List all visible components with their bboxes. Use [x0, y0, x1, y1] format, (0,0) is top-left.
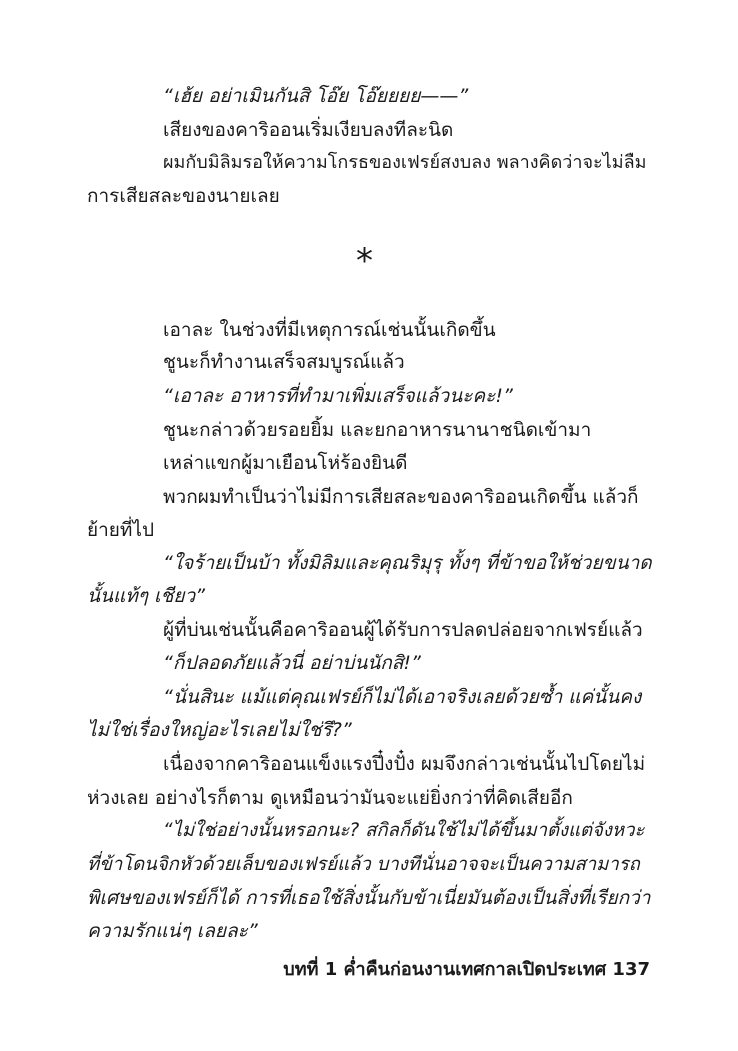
narration-line: พวกผมทำเป็นว่าไม่มีการเสียสละของคาริออนเกิดขึ้น แล้วก็: [163, 486, 639, 508]
narration-line: ชูนะกล่าวด้วยรอยยิ้ม และยกอาหารนานาชนิดเข้ามา: [163, 419, 592, 441]
narration-line: การเสียสละของนายเลย: [87, 185, 280, 207]
narration-line: ชูนะก็ทำงานเสร็จสมบูรณ์แล้ว: [163, 351, 405, 373]
dialogue-line: พิเศษของเฟรย์ก็ได้ การที่เธอใช้สิ่งนั้นกับข้าเนี่ยมันต้องเป็นสิ่งที่เรียกว่า: [87, 887, 651, 909]
narration-line: เนื่องจากคาริออนแข็งแรงปึ๋งปั๋ง ผมจึงกล่าวเช่นนั้นไปโดยไม่: [163, 753, 646, 775]
page-footer: บทที่ 1 ค่ำคืนก่อนงานเทศกาลเปิดประเทศ 137: [283, 959, 650, 980]
narration-line: เสียงของคาริออนเริ่มเงียบลงทีละนิด: [163, 119, 454, 141]
narration-line: เหล่าแขกผู้มาเยือนโห่ร้องยินดี: [163, 452, 408, 474]
narration-line: ผมกับมิลิมรอให้ความโกรธของเฟรย์สงบลง พลางคิดว่าจะไม่ลืม: [163, 152, 647, 173]
narration-line: ห่วงเลย อย่างไรก็ตาม ดูเหมือนว่ามันจะแย่ยิ่งกว่าที่คิดเสียอีก: [87, 787, 573, 809]
dialogue-line: นั้นแท้ๆ เชียว”: [87, 585, 206, 607]
section-separator: *: [356, 241, 373, 281]
dialogue-line: “นั่นสินะ แม้แต่คุณเฟรย์ก็ไม่ได้เอาจริงเลยด้วยซ้ำ แค่นั้นคง: [163, 686, 642, 708]
dialogue-line: “ก็ปลอดภัยแล้วนี่ อย่าบ่นนักสิ!”: [163, 652, 421, 674]
narration-line: ผู้ที่บ่นเช่นนั้นคือคาริออนผู้ได้รับการปลดปล่อยจากเฟรย์แล้ว: [163, 619, 643, 641]
narration-line: ย้ายที่ไป: [87, 519, 155, 541]
dialogue-line: “ไม่ใช่อย่างนั้นหรอกนะ? สกิลก็ดันใช้ไม่ได้ขึ้นมาตั้งแต่จังหวะ: [163, 820, 645, 841]
dialogue-line: ความรักแน่ๆ เลยละ”: [87, 920, 258, 942]
dialogue-line: “เฮ้ย อย่าเมินกันสิ โอ๊ย โอ๊ยยยย——”: [163, 85, 469, 107]
dialogue-line: ไม่ใช่เรื่องใหญ่อะไรเลยไม่ใช่รึ?”: [87, 719, 352, 741]
dialogue-line: “เอาละ อาหารที่ทำมาเพิ่มเสร็จแล้วนะคะ!”: [163, 385, 513, 407]
narration-line: เอาละ ในช่วงที่มีเหตุการณ์เช่นนั้นเกิดขึ้น: [163, 319, 496, 341]
dialogue-line: ที่ข้าโดนจิกหัวด้วยเล็บของเฟรย์แล้ว บางทีนั่นอาจจะเป็นความสามารถ: [87, 854, 640, 875]
dialogue-line: “ใจร้ายเป็นบ้า ทั้งมิลิมและคุณริมุรุ ทั้งๆ ที่ข้าขอให้ช่วยขนาด: [163, 552, 652, 574]
